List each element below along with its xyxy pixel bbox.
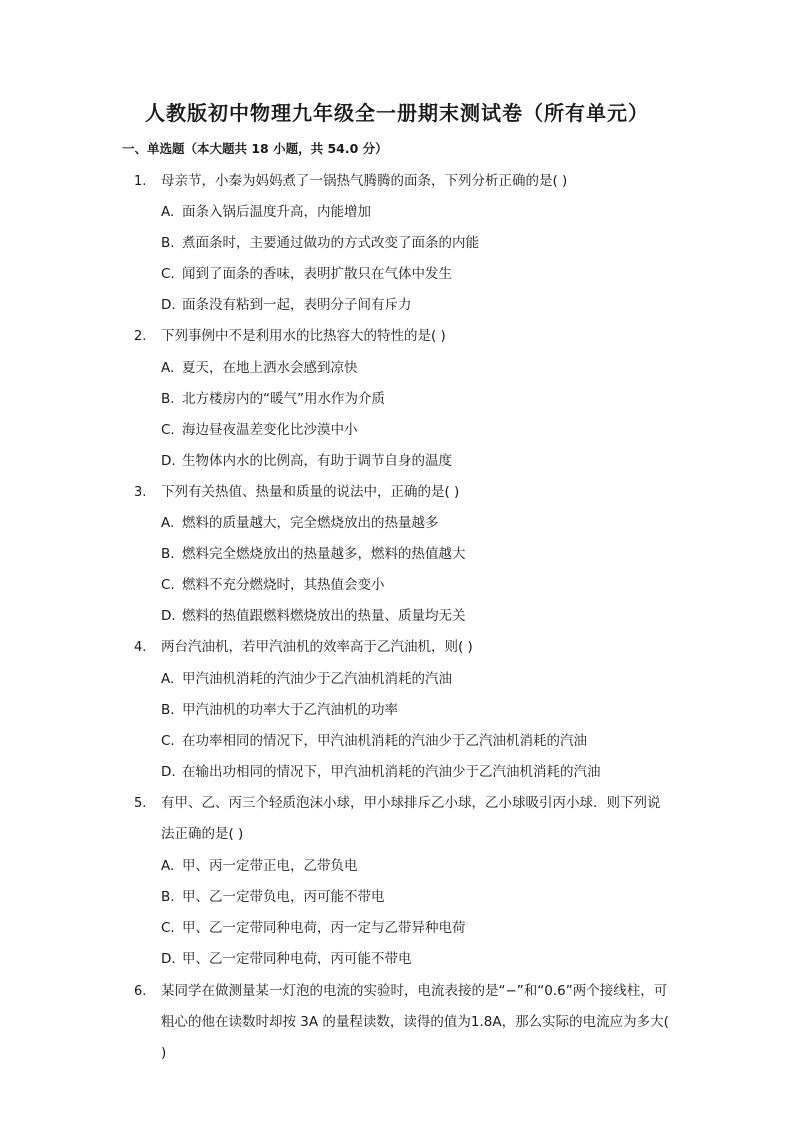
question-number: 6.	[134, 984, 147, 999]
option-text: 燃料完全燃烧放出的热量越多，燃料的热值越大	[182, 546, 466, 562]
option-label: C.	[161, 422, 175, 438]
option-text: 闻到了面条的香味，表明扩散只在气体中发生	[182, 266, 452, 282]
option-text: 面条入锅后温度升高，内能增加	[182, 204, 371, 220]
option-label: B.	[161, 546, 175, 562]
option-a	[161, 855, 358, 877]
option-c	[161, 917, 466, 939]
option-label: A.	[161, 858, 175, 874]
option-c	[161, 263, 452, 285]
option-a	[161, 357, 358, 379]
option-b	[161, 886, 385, 908]
question-number: 4.	[134, 640, 147, 655]
option-text: 生物体内水的比例高，有助于调节自身的温度	[182, 453, 452, 469]
option-label: D.	[161, 608, 176, 624]
option-text: 北方楼房内的“暖气”用水作为介质	[182, 391, 385, 407]
option-text: 夏天，在地上洒水会感到凉快	[182, 360, 358, 376]
option-a	[161, 668, 452, 690]
question-text: 两台汽油机，若甲汽油机的效率高于乙汽油机，则( )	[161, 639, 473, 655]
option-label: B.	[161, 391, 175, 407]
document-title: 人教版初中物理九年级全一册期末测试卷（所有单元）	[145, 101, 649, 125]
option-text: 在功率相同的情况下，甲汽油机消耗的汽油少于乙汽油机消耗的汽油	[182, 733, 587, 749]
option-label: B.	[161, 889, 175, 905]
option-d	[161, 761, 601, 783]
option-text: 甲汽油机的功率大于乙汽油机的功率	[182, 702, 398, 718]
option-label: B.	[161, 702, 175, 718]
option-label: D.	[161, 764, 176, 780]
option-c	[161, 574, 385, 596]
option-b	[161, 388, 385, 410]
question-number: 5.	[134, 796, 147, 811]
option-a	[161, 201, 371, 223]
option-b	[161, 543, 466, 565]
option-label: A.	[161, 204, 175, 220]
option-label: D.	[161, 453, 176, 469]
option-text: 煮面条时，主要通过做功的方式改变了面条的内能	[182, 235, 479, 251]
question-text: 下列事例中不是利用水的比热容大的特性的是( )	[161, 328, 446, 344]
option-label: C.	[161, 733, 175, 749]
option-d	[161, 450, 452, 472]
option-label: C.	[161, 577, 175, 593]
option-text: 在输出功相同的情况下，甲汽油机消耗的汽油少于乙汽油机消耗的汽油	[182, 764, 601, 780]
option-text: 面条没有粘到一起，表明分子间有斥力	[182, 297, 412, 313]
option-c	[161, 730, 587, 752]
option-d	[161, 605, 466, 627]
question-number: 3.	[134, 485, 147, 500]
option-b	[161, 699, 398, 721]
option-text: 燃料不充分燃烧时，其热值会变小	[182, 577, 385, 593]
question-text: 某同学在做测量某一灯泡的电流的实验时，电流表接的是“−”和“0.6”两个接线柱，可粗心的他在读数时却按 3A 的量程读数，读得的值为1.8A，那么实际的电流应为多大( )	[161, 983, 669, 1061]
option-label: D.	[161, 951, 176, 967]
option-label: B.	[161, 235, 175, 251]
option-text: 甲、乙一定带负电，丙可能不带电	[182, 889, 385, 905]
question-text: 下列有关热值、热量和质量的说法中，正确的是( )	[161, 484, 460, 500]
option-d	[161, 948, 412, 970]
option-text: 甲、乙一定带同种电荷，丙一定与乙带异种电荷	[182, 920, 466, 936]
option-b	[161, 232, 479, 254]
option-a	[161, 512, 439, 534]
question-text: 有甲、乙、丙三个轻质泡沫小球，甲小球排斥乙小球，乙小球吸引丙小球．则下列说法正确的是( )	[161, 795, 661, 842]
option-text: 燃料的热值跟燃料燃烧放出的热量、质量均无关	[182, 608, 466, 624]
section-heading: 一、单选题（本大题共 18 小题，共 54.0 分）	[122, 141, 388, 156]
option-d	[161, 294, 412, 316]
option-c	[161, 419, 358, 441]
option-text: 甲、乙一定带同种电荷，丙可能不带电	[182, 951, 412, 967]
option-label: A.	[161, 671, 175, 687]
question-number: 2.	[134, 329, 147, 344]
option-text: 甲汽油机消耗的汽油少于乙汽油机消耗的汽油	[182, 671, 452, 687]
question-text: 母亲节，小秦为妈妈煮了一锅热气腾腾的面条，下列分析正确的是( )	[161, 173, 568, 189]
option-label: A.	[161, 515, 175, 531]
option-text: 海边昼夜温差变化比沙漠中小	[182, 422, 358, 438]
option-label: A.	[161, 360, 175, 376]
question-number: 1.	[134, 174, 147, 189]
option-text: 甲、丙一定带正电，乙带负电	[182, 858, 358, 874]
option-text: 燃料的质量越大，完全燃烧放出的热量越多	[182, 515, 439, 531]
option-label: D.	[161, 297, 176, 313]
option-label: C.	[161, 266, 175, 282]
option-label: C.	[161, 920, 175, 936]
